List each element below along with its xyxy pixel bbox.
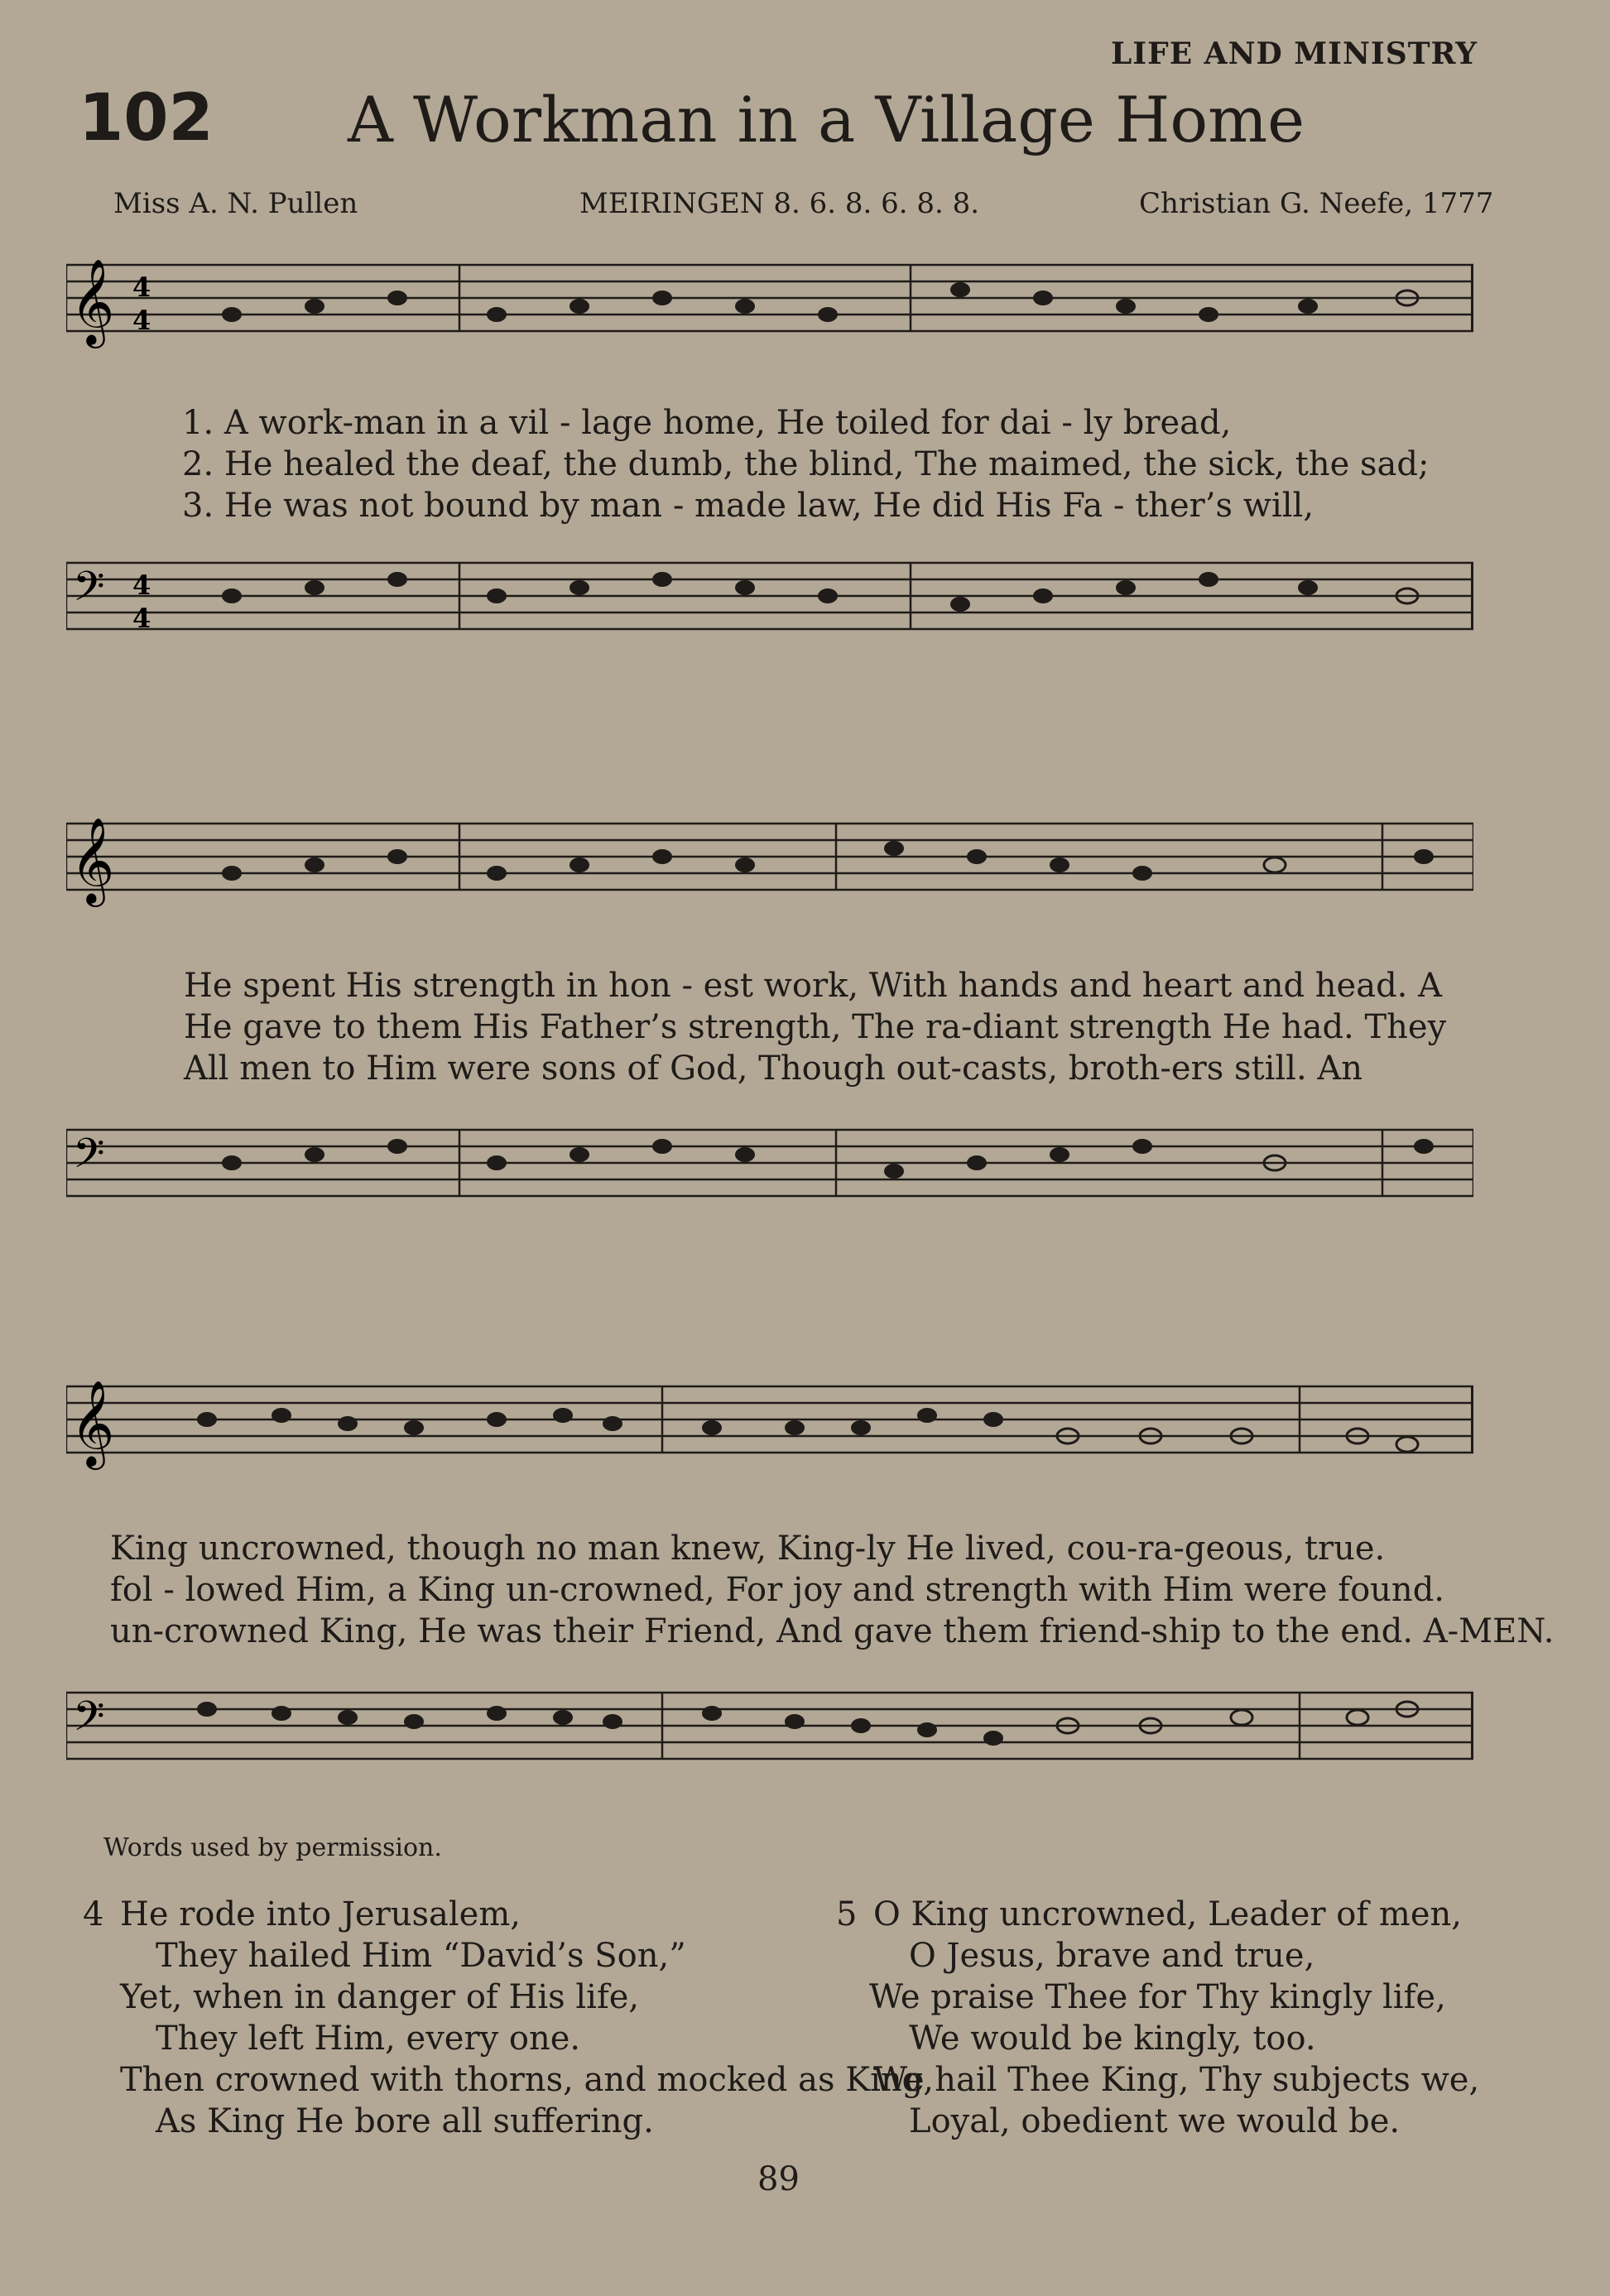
verse-line: We praise Thee for Thy kingly life,: [869, 1978, 1446, 2016]
hymn-number: 102: [79, 81, 214, 156]
lyric-line: 2. He healed the deaf, the dumb, the blind, The maimed, the sick, the sad;: [182, 445, 1430, 483]
svg-text:4: 4: [132, 271, 151, 303]
composer-credit: Christian G. Neefe, 1777: [1139, 187, 1494, 220]
svg-text:𝄢: 𝄢: [73, 1693, 105, 1751]
treble-staff-3: [66, 1370, 1473, 1511]
treble-staff-1: [66, 248, 1473, 389]
verse-line: O Jesus, brave and true,: [909, 1937, 1315, 1975]
svg-text:𝄞: 𝄞: [70, 258, 115, 345]
permission-note: Words used by permission.: [103, 1833, 442, 1862]
verse-line: They hailed Him “David’s Son,”: [156, 1937, 686, 1975]
bass-staff-2: [66, 1113, 1473, 1254]
svg-text:𝄢: 𝄢: [73, 563, 105, 621]
lyric-line: King uncrowned, though no man knew, King-ly He lived, cou-ra-geous, true.: [110, 1530, 1386, 1568]
svg-text:𝄞: 𝄞: [70, 817, 115, 904]
verse-line: O King uncrowned, Leader of men,: [873, 1895, 1462, 1933]
verse-line: They left Him, every one.: [156, 2020, 581, 2058]
treble-staff-2: [66, 807, 1473, 948]
verse-number: 4: [83, 1895, 104, 1933]
lyric-line: un-crowned King, He was their Friend, And gave them friend-ship to the end. A-MEN.: [110, 1612, 1555, 1650]
lyric-line: fol - lowed Him, a King un-crowned, For joy and strength with Him were found.: [110, 1571, 1445, 1609]
section-heading: LIFE AND MINISTRY: [1110, 36, 1478, 71]
verse-line: We would be kingly, too.: [909, 2020, 1316, 2058]
svg-text:4: 4: [132, 603, 151, 634]
svg-text:4: 4: [132, 569, 151, 601]
lyric-line: He gave to them His Father’s strength, The ra-diant strength He had. They: [184, 1008, 1447, 1046]
verse-line: Yet, when in danger of His life,: [120, 1978, 640, 2016]
tune-credit: MEIRINGEN 8. 6. 8. 6. 8. 8.: [579, 187, 980, 220]
lyric-line: 3. He was not bound by man - made law, He did His Fa - ther’s will,: [182, 487, 1314, 525]
lyric-line: 1. A work-man in a vil - lage home, He toiled for dai - ly bread,: [182, 404, 1232, 442]
author-credit: Miss A. N. Pullen: [113, 187, 358, 220]
page-number: 89: [757, 2160, 800, 2198]
verse-number: 5: [836, 1895, 858, 1933]
verse-line: Then crowned with thorns, and mocked as King,: [120, 2061, 934, 2099]
verse-line: He rode into Jerusalem,: [120, 1895, 521, 1933]
bass-staff-1: [66, 546, 1473, 687]
hymn-title: A Workman in a Village Home: [348, 83, 1305, 156]
bass-staff-3: [66, 1676, 1473, 1817]
verse-line: Loyal, obedient we would be.: [909, 2102, 1401, 2140]
svg-text:𝄞: 𝄞: [70, 1380, 115, 1467]
svg-text:𝄢: 𝄢: [73, 1130, 105, 1188]
lyric-line: He spent His strength in hon - est work, With hands and heart and head. A: [184, 967, 1442, 1005]
verse-line: We hail Thee King, Thy subjects we,: [873, 2061, 1480, 2099]
verse-line: As King He bore all suffering.: [156, 2102, 654, 2140]
lyric-line: All men to Him were sons of God, Though out-casts, broth-ers still. An: [184, 1050, 1363, 1088]
svg-text:4: 4: [132, 305, 151, 336]
